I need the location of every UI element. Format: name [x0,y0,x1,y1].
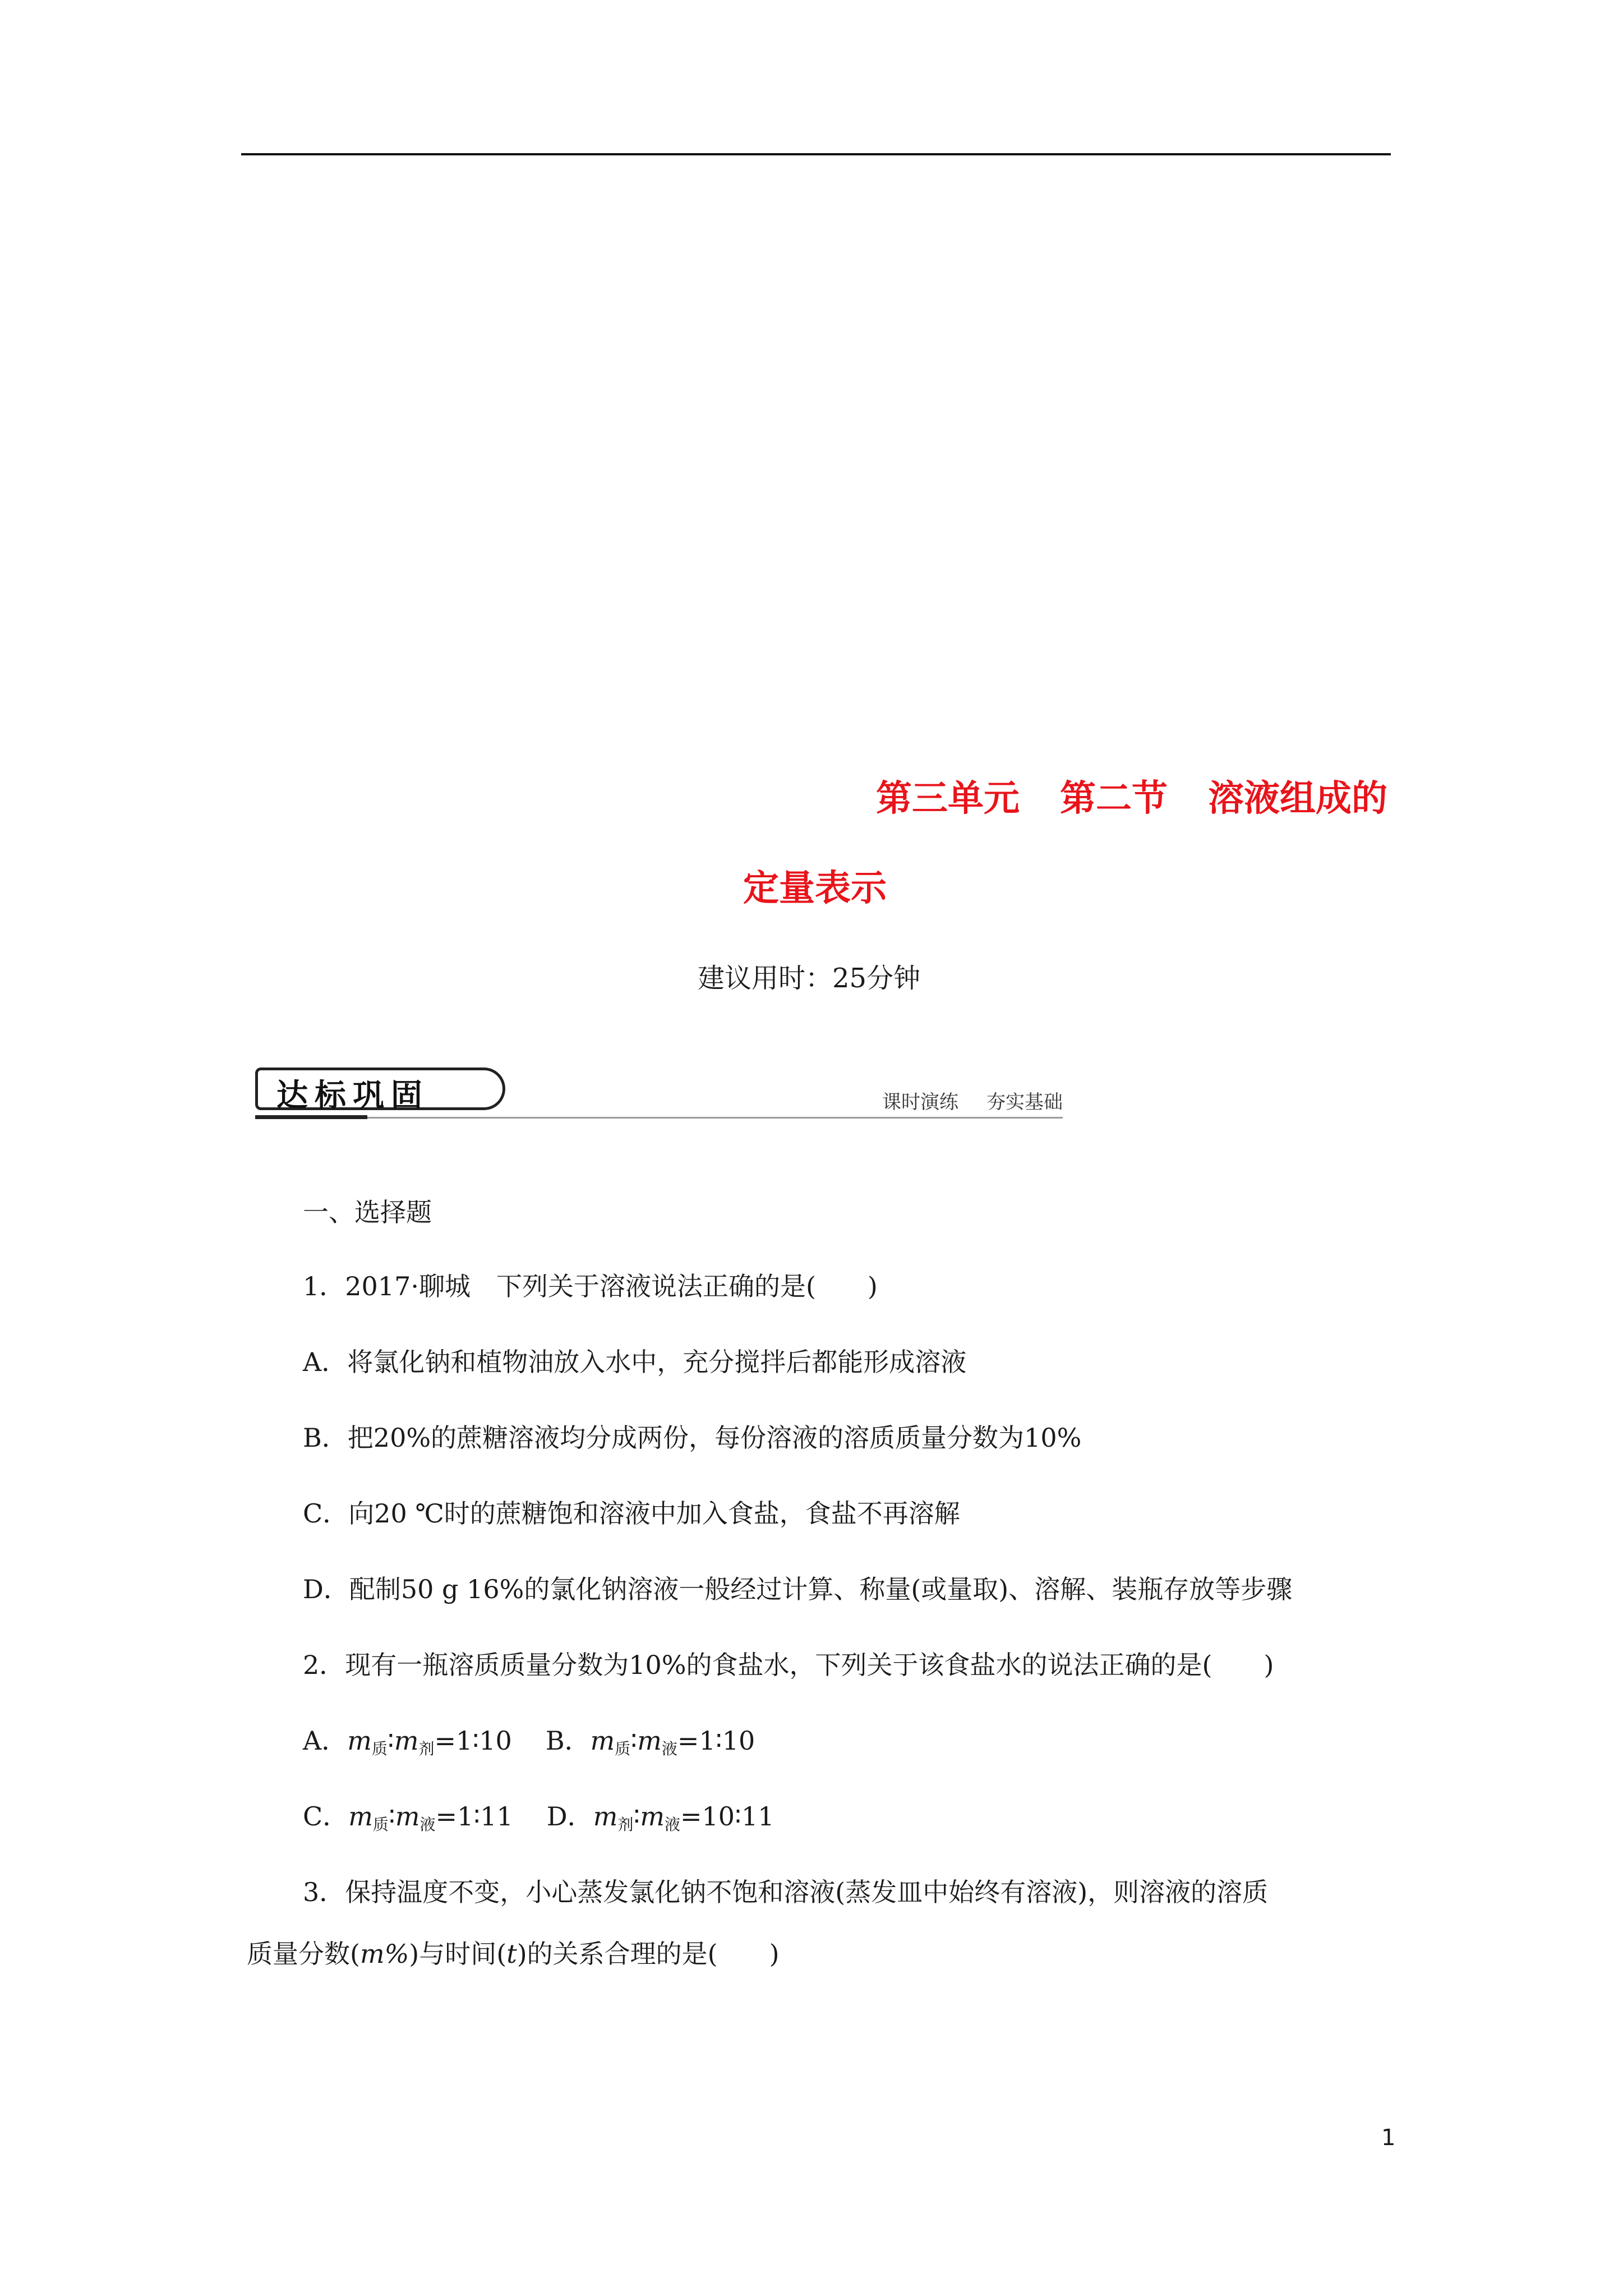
doc-title-line2: 定量表示 [743,868,887,909]
q3-line2-a: 质量分数( [247,1939,360,1969]
banner-sub-2: 夯实基础 [986,1091,1063,1114]
header-rule [241,153,1391,155]
q2-b-ratio: =1∶10 [677,1726,755,1756]
q2-b-sub1: 质 [615,1740,631,1758]
q2-a-sub1: 质 [371,1740,388,1758]
q2-c-m2: m [395,1801,420,1832]
banner-tab-cap [463,1068,505,1110]
q3-line2-c: )的关系合理的是( ) [517,1939,780,1969]
q2-b-m1: m [590,1726,615,1756]
banner-underline [255,1117,1063,1119]
q3-var-t: t [506,1939,517,1969]
q2-options-ab [303,1720,755,1759]
section-banner [255,1063,1063,1130]
q2-b-prefix: B． [545,1726,591,1756]
suggested-time: 建议用时：25分钟 [698,963,921,994]
title-topic: 溶液组成的 [1208,778,1387,820]
q1-option-d: D．配制50 g 16%的氯化钠溶液一般经过计算、称量(或量取)、溶解、装瓶存放等步骤 [303,1574,1293,1604]
q3-var-m: m% [359,1939,409,1969]
banner-sub-1: 课时演练 [882,1091,958,1114]
q2-c-prefix: C． [303,1801,349,1832]
banner-subtitle [882,1087,1063,1114]
q3-line1: 3．保持温度不变，小心蒸发氯化钠不饱和溶液(蒸发皿中始终有溶液)，则溶液的溶质 [303,1877,1269,1907]
q2-a-colon: ∶ [387,1726,394,1756]
q2-a-prefix: A． [303,1726,348,1756]
page-number: 1 [1381,2125,1396,2151]
q2-stem: 2．现有一瓶溶质质量分数为10%的食盐水，下列关于该食盐水的说法正确的是( ) [303,1650,1274,1680]
q2-b-m2: m [637,1726,662,1756]
doc-title-line1 [876,770,1387,821]
q1-option-b: B．把20%的蔗糖溶液均分成两份，每份溶液的溶质质量分数为10% [303,1423,1082,1453]
q2-d-m1: m [593,1801,618,1832]
q2-d-colon: ∶ [633,1801,640,1832]
q3-line2-b: )与时间( [409,1939,507,1969]
q2-options-cd [303,1796,774,1835]
q2-a-ratio: =1∶10 [434,1726,512,1756]
q2-c-sub2: 液 [419,1815,436,1834]
q2-d-m2: m [640,1801,665,1832]
q2-c-ratio: =1∶11 [435,1801,513,1832]
q2-d-ratio: =10∶11 [680,1801,774,1832]
q1-option-a: A．将氯化钠和植物油放入水中，充分搅拌后都能形成溶液 [303,1347,967,1377]
q3-line2 [247,1934,780,1971]
title-unit: 第三单元 [876,778,1020,820]
q2-b-sub2: 液 [661,1740,677,1758]
q2-d-prefix: D． [546,1801,593,1832]
q2-c-colon: ∶ [388,1801,395,1832]
q2-c-sub1: 质 [372,1815,389,1834]
q1-stem: 1．2017·聊城 下列关于溶液说法正确的是( ) [303,1271,878,1301]
title-section: 第二节 [1060,778,1168,820]
q2-d-sub2: 液 [664,1815,680,1834]
banner-underline-accent [255,1115,367,1119]
q2-d-sub1: 剂 [617,1815,634,1834]
q2-a-sub2: 剂 [418,1740,435,1758]
banner-label: 达标巩固 [276,1078,429,1114]
q1-option-c: C．向20 ℃时的蔗糖饱和溶液中加入食盐，食盐不再溶解 [303,1498,960,1529]
q2-a-m1: m [347,1726,372,1756]
q2-a-m2: m [394,1726,419,1756]
section-heading: 一、选择题 [303,1197,432,1227]
q2-c-m1: m [348,1801,373,1832]
q2-b-colon: ∶ [630,1726,638,1756]
